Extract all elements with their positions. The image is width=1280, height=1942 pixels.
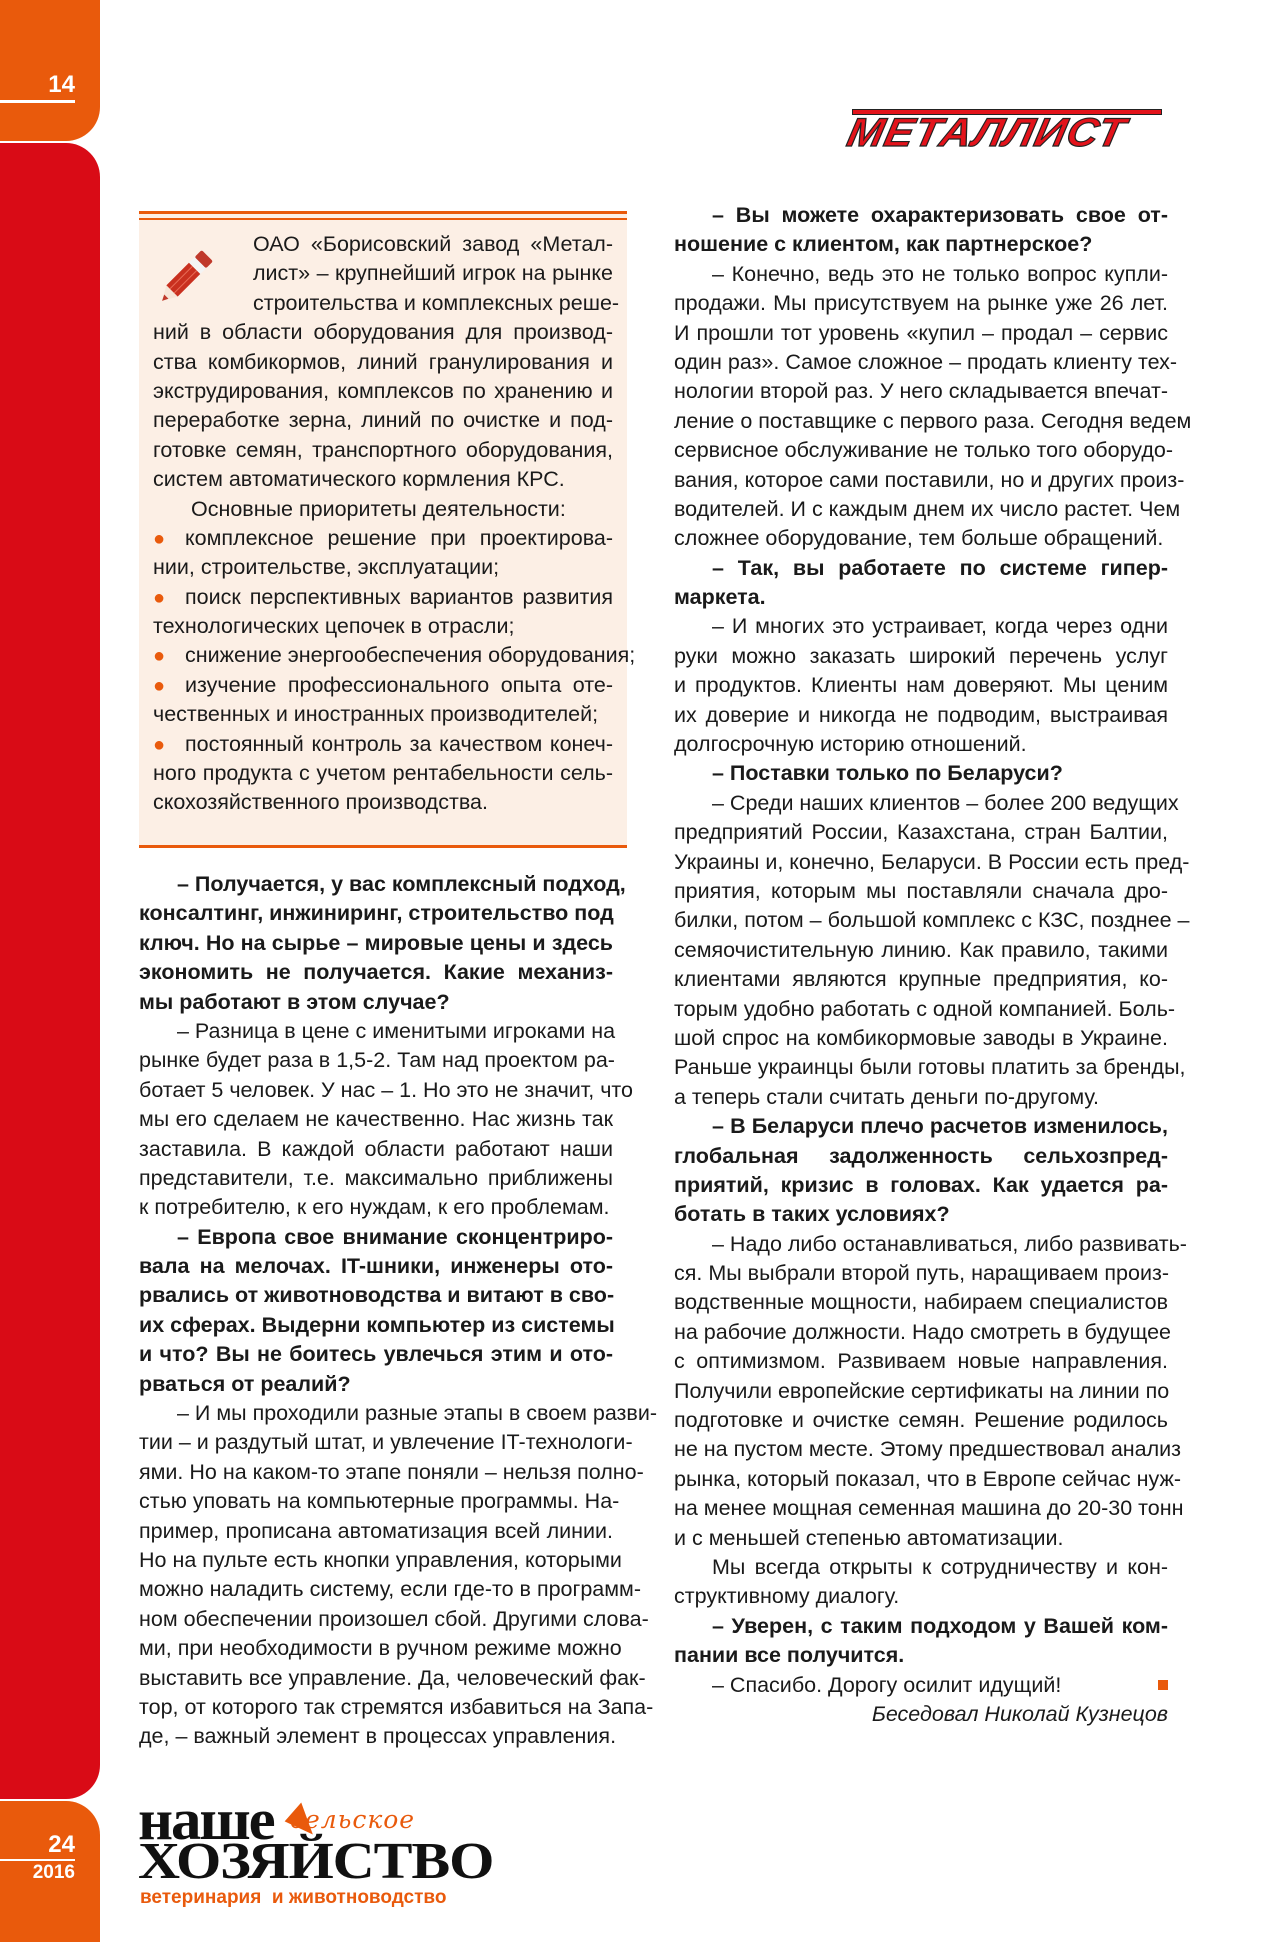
bullet-item-continued [153, 612, 613, 641]
answer-line: Но на пульте есть кнопки управления, которыми [139, 1547, 622, 1572]
answer-line: тии – и раздутый штат, и увлечение IT-технологи- [139, 1430, 633, 1455]
magazine-logo-script: сельское [290, 1805, 416, 1834]
answer-line: и продуктов. Клиенты нам доверяют. Мы ценим [674, 673, 1168, 698]
answer-line: ся. Мы выбрали второй путь, наращиваем произ- [674, 1261, 1169, 1286]
issue-year: 2016 [32, 1862, 75, 1883]
logo-wordmark: МЕТАЛЛИСТ [843, 111, 1131, 155]
answer-line [674, 1671, 1168, 1700]
answer-line: представители, т.е. максимально приближены [139, 1165, 613, 1190]
question-line: приятий, кризис в головах. Как удается ра- [674, 1172, 1168, 1197]
question-line: глобальная задолженность сельхозпред- [674, 1143, 1168, 1168]
question-line: и что? Вы не боитесь увлечься этим и ото- [139, 1342, 613, 1367]
answer-line: а теперь стали считать деньги по-другому. [674, 1084, 1099, 1109]
question-line: экономить не получается. Какие механиз- [139, 960, 613, 985]
question-line: – Европа свое внимание сконцентриро- [177, 1224, 613, 1249]
answer-line: с оптимизмом. Развиваем новые направления. [674, 1349, 1168, 1374]
bullet-dot-icon: ● [153, 586, 166, 609]
answer-line: – И многих это устраивает, когда через одни [712, 614, 1168, 639]
answer-line: долгосрочную историю отношений. [674, 732, 1027, 757]
answer-line: семяочистительную линию. Как правило, такими [674, 937, 1168, 962]
answer-line: Украины и, конечно, Беларуси. В России есть пред- [674, 849, 1190, 874]
answer-line: – Конечно, ведь это не только вопрос купли- [712, 261, 1168, 286]
end-of-article-mark-icon [1158, 1680, 1168, 1690]
answer-line: сложнее оборудование, тем больше обращений. [674, 526, 1164, 551]
info-box-line: готовке семян, транспортного оборудования, [153, 437, 613, 462]
magazine-logo-line1: наше [138, 1787, 274, 1852]
answer-line: нологии второй раз. У него складывается впечат- [674, 379, 1168, 404]
question-line: – Поставки только по Беларуси? [712, 761, 1063, 786]
info-box-text [153, 230, 636, 818]
bullet-item-continued [153, 553, 613, 582]
answer-line: на рабочие должности. Надо смотреть в будущее [674, 1319, 1171, 1344]
answer-line: – Среди наших клиентов – более 200 ведущих [712, 790, 1179, 815]
bullet-dot-icon: ● [153, 733, 166, 756]
page-side-band [0, 143, 100, 1799]
info-box-line: экструдирования, комплексов по хранению и [153, 378, 613, 403]
bullet-item-continued [153, 788, 613, 817]
question-line: – Так, вы работаете по системе гипер- [712, 555, 1168, 580]
answer-line: можно наладить систему, если где-то в программ- [139, 1577, 641, 1602]
answer-line: вания, которое сами поставили, но и других произ- [674, 467, 1185, 492]
answer-line: руки можно заказать широкий перечень услуг [674, 643, 1168, 668]
bullet-item [153, 730, 613, 759]
answer-line: шой спрос на комбикормовые заводы в Украине. [674, 1025, 1168, 1050]
answer-line: их доверие и никогда не подводим, выстраивая [674, 702, 1168, 727]
question-line: – Вы можете охарактеризовать свое от- [712, 203, 1168, 227]
answer-line: и с меньшей степенью автоматизации. [674, 1525, 1064, 1550]
question-line: маркета. [674, 585, 766, 610]
question-line: их сферах. Выдерни компьютер из системы [139, 1312, 615, 1337]
bullet-text: технологических цепочек в отрасли; [153, 614, 515, 639]
question-line: – Уверен, с таким подходом у Вашей ком- [712, 1613, 1168, 1638]
magazine-logo-tagline: ветеринария и животноводство [140, 1887, 447, 1908]
answer-line: билки, потом – большой комплекс с КЗС, позднее – [674, 908, 1190, 933]
bullet-text: снижение энергообеспечения оборудования; [185, 643, 636, 668]
author-byline: Беседовал Николай Кузнецов [871, 1701, 1168, 1726]
question-line: консалтинг, инжиниринг, строительство под [139, 901, 614, 926]
answer-line: структивному диалогу. [674, 1584, 900, 1609]
answer-line: один раз». Самое сложное – продать клиенту тех- [674, 349, 1178, 374]
answer-line: Получили европейские сертификаты на линии по [674, 1378, 1170, 1403]
metallist-logo [843, 104, 1170, 160]
answer-line: ями. Но на каком-то этапе поняли – нельзя полно- [139, 1459, 644, 1484]
answer-line: сервисное обслуживание не только того оборудо- [674, 438, 1173, 463]
answer-line: мы его сделаем не качественно. Нас жизнь так [139, 1107, 613, 1132]
info-box-line: переработке зерна, линий по очистке и под- [153, 408, 613, 433]
closing-text: – Спасибо. Дорогу осилит идущий! [712, 1672, 1062, 1697]
answer-line: приятия, которым мы поставляли сначала дро- [674, 878, 1168, 903]
question-line: – В Беларуси плечо расчетов изменилось, [712, 1114, 1168, 1139]
question-line: пании все получится. [674, 1643, 905, 1668]
question-line: рваться от реалий? [139, 1371, 351, 1396]
answer-line: на менее мощная семенная машина до 20-30 тонн [674, 1496, 1184, 1521]
answer-line: клиентами являются крупные предприятия, ко- [674, 967, 1168, 992]
page-number: 14 [0, 72, 75, 103]
question-line: мы работают в этом случае? [139, 989, 450, 1014]
answer-line: де, – важный элемент в процессах управления. [139, 1724, 617, 1749]
bullet-text: поиск перспективных вариантов развития [185, 584, 613, 609]
answer-line: заставила. В каждой области работают наши [139, 1136, 613, 1161]
info-box-line: ства комбикормов, линий гранулирования и [153, 349, 613, 374]
article-column-right [674, 201, 1192, 1729]
bullet-item [153, 641, 636, 670]
info-box-line: ний в области оборудования для производ- [153, 320, 613, 345]
answer-line: предприятий России, Казахстана, стран Балтии, [674, 820, 1168, 845]
bullet-text: постоянный контроль за качеством конеч- [185, 731, 613, 756]
bullet-item-continued [153, 700, 613, 729]
bullet-text: ного продукта с учетом рентабельности сель- [153, 761, 613, 786]
answer-line: не на пустом месте. Этому предшествовал анализ [674, 1437, 1182, 1462]
bullet-item-continued [153, 759, 613, 788]
question-line: ношение с клиентом, как партнерское? [674, 232, 1093, 257]
answer-line: стью уповать на компьютерные программы. На- [139, 1489, 620, 1514]
bullet-text: комплексное решение при проектирова- [185, 525, 613, 550]
bullet-dot-icon: ● [153, 645, 166, 668]
bullet-text: скохозяйственного производства. [153, 790, 488, 815]
answer-line: выставить все управление. Да, человеческий фак- [139, 1665, 646, 1690]
info-box-line: Основные приоритеты деятельности: [191, 496, 566, 521]
question-line: – Получается, у вас комплексный подход, [177, 872, 626, 896]
answer-line: Раньше украинцы были готовы платить за бренды, [674, 1055, 1186, 1080]
info-box-line: систем автоматического кормления КРС. [153, 467, 565, 492]
issue-number: 24 [0, 1832, 75, 1861]
answer-line: торым удобно работать с одной компанией. Боль- [674, 996, 1176, 1021]
magazine-logo-line2: ХОЗЯЙСТВО [138, 1833, 494, 1890]
bullet-dot-icon: ● [153, 674, 166, 697]
answer-line: продажи. Мы присутствуем на рынке уже 26 лет. [674, 291, 1168, 316]
info-box-line: ОАО «Борисовский завод «Метал- [253, 232, 613, 256]
answer-line: водителей. И с каждым днем их число растет. Чем [674, 496, 1181, 521]
answer-line: тор, от которого так стремятся избавиться на Запа- [139, 1694, 654, 1719]
answer-line: к потребителю, к его нуждам, к его проблемам. [139, 1195, 610, 1220]
answer-line: – И мы проходили разные этапы в своем разви- [177, 1401, 657, 1426]
bullet-dot-icon: ● [153, 527, 166, 550]
answer-line: рынка, который показал, что в Европе сейчас нуж- [674, 1466, 1182, 1491]
answer-line: – Надо либо останавливаться, либо развивать- [712, 1231, 1187, 1256]
answer-line: рынке будет раза в 1,5-2. Там над проектом ра- [139, 1048, 615, 1073]
answer-line: Мы всегда открыты к сотрудничеству и кон- [712, 1554, 1168, 1579]
question-line: вала на мелочах. IT-шники, инженеры ото- [139, 1254, 613, 1279]
bullet-item [153, 671, 613, 700]
answer-line: – Разница в цене с именитыми игроками на [177, 1018, 616, 1043]
bullet-item [153, 524, 613, 553]
info-box-line: строительства и комплексных реше- [253, 290, 620, 315]
answer-line: ление о поставщике с первого раза. Сегодня ведем [674, 408, 1192, 433]
answer-line: ботает 5 человек. У нас – 1. Но это не значит, что [139, 1077, 633, 1102]
bullet-text: чественных и иностранных производителей; [153, 702, 599, 727]
info-box-line: лист» – крупнейший игрок на рынке [253, 261, 613, 286]
answer-line: пример, прописана автоматизация всей линии. [139, 1518, 613, 1543]
question-line: рвались от животноводства и витают в сво- [139, 1283, 615, 1308]
question-line: ботать в таких условиях? [674, 1202, 950, 1227]
magazine-logo [138, 1787, 494, 1915]
answer-line: подготовке и очистке семян. Решение родилось [674, 1408, 1168, 1433]
answer-line: водственные мощности, набираем специалистов [674, 1290, 1168, 1315]
bullet-text: нии, строительстве, эксплуатации; [153, 555, 500, 580]
question-line: ключ. Но на сырье – мировые цены и здесь [139, 930, 613, 955]
bullet-item [153, 583, 613, 612]
answer-line: ми, при необходимости в ручном режиме можно [139, 1636, 622, 1661]
article-column-left [139, 870, 657, 1752]
answer-line: ном обеспечении произошел сбой. Другими слова- [139, 1606, 649, 1631]
bullet-text: изучение профессионального опыта оте- [185, 672, 613, 697]
answer-line: И прошли тот уровень «купил – продал – сервис [674, 320, 1168, 345]
